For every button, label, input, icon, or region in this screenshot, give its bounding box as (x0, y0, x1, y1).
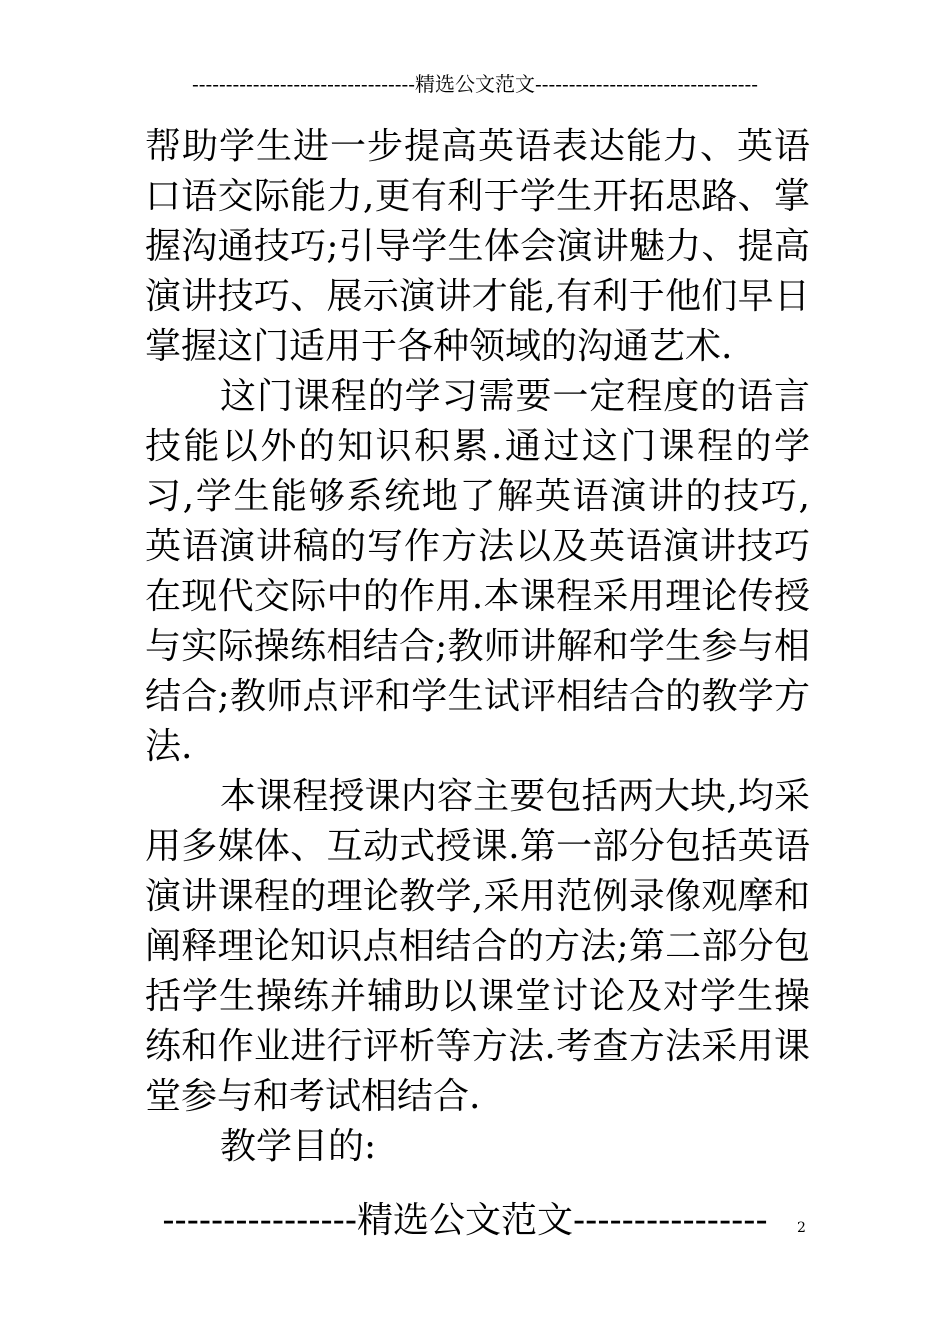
paragraph-3: 本课程授课内容主要包括两大块,均采用多媒体、互动式授课.第一部分包括英语演讲课程的理论教学,采用范例录像观摩和阐释理论知识点相结合的方法;第二部分包括学生操练并辅助以课堂讨论及对学生操练和作业进行评析等方法.考查方法采用课堂参与和考试相结合. (145, 776, 810, 1117)
paragraph-2: 这门课程的学习需要一定程度的语言技能以外的知识积累.通过这门课程的学习,学生能够系统地了解英语演讲的技巧,英语演讲稿的写作方法以及英语演讲技巧在现代交际中的作用.本课程采用理论传授与实际操练相结合;教师讲解和学生参与相结合;教师点评和学生试评相结合的教学方法. (145, 376, 810, 767)
document-body (145, 122, 810, 1172)
page-number: 2 (797, 1220, 806, 1236)
paragraph-1: 帮助学生进一步提高英语表达能力、英语口语交际能力,更有利于学生开拓思路、掌握沟通技巧;引导学生体会演讲魅力、提高演讲技巧、展示演讲才能,有利于他们早日掌握这门适用于各种领域的沟通艺术. (145, 126, 810, 367)
page-footer: ----------------精选公文范文---------------- (162, 1200, 768, 1241)
page-header: ---------------------------------精选公文范文--------------------------------- (191, 72, 758, 96)
paragraph-4: 教学目的: (220, 1126, 377, 1167)
